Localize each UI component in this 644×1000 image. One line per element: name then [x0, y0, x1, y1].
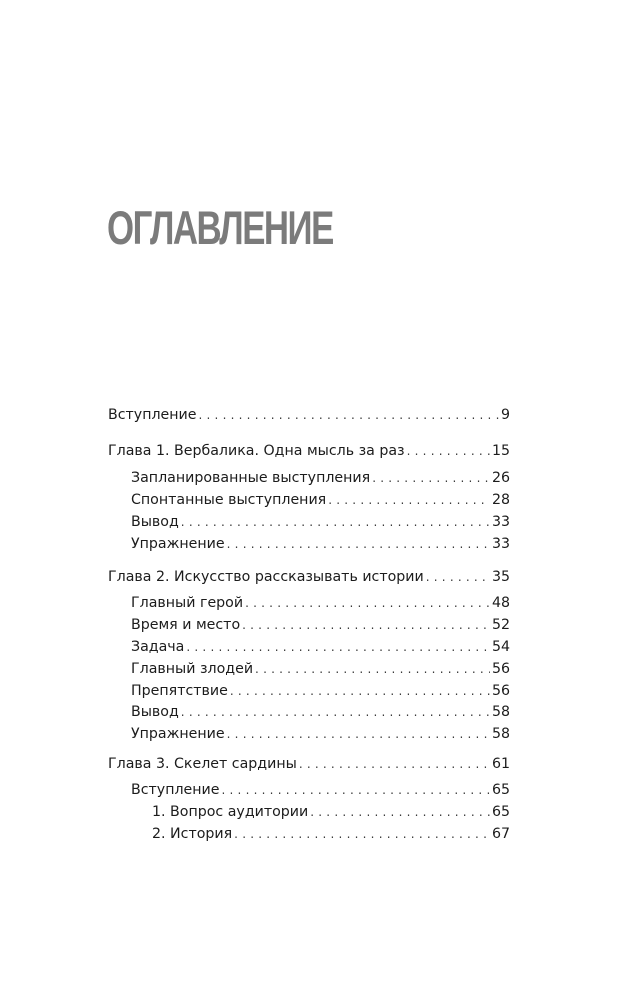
toc-entry-label: Глава 2. Искусство рассказывать истории: [108, 569, 424, 585]
toc-entry-label: Запланированные выступления: [131, 470, 371, 486]
dot-leader: [230, 680, 490, 702]
toc-entry-page: 52: [491, 617, 510, 633]
dot-leader: [407, 440, 490, 462]
toc-entry-planned-speeches[interactable]: [131, 467, 510, 489]
dot-leader: [245, 592, 490, 614]
toc-entry-label: 1. Вопрос аудитории: [152, 804, 309, 820]
toc-entry-page: 26: [491, 470, 510, 486]
toc-entry-page: 67: [491, 826, 510, 842]
toc-entry-label: Глава 3. Скелет сардины: [108, 756, 297, 772]
toc-entry-page: 15: [491, 443, 510, 459]
toc-entry-page: 58: [491, 726, 510, 742]
toc-entry-label: Вывод: [131, 514, 179, 530]
toc-entry-label: Спонтанные выступления: [131, 492, 327, 508]
toc-entry-page: 56: [491, 683, 510, 699]
toc-entry-label: Глава 1. Вербалика. Одна мысль за раз: [108, 443, 405, 459]
dot-leader: [227, 723, 490, 745]
toc-entry-chapter-2[interactable]: [108, 566, 510, 588]
toc-entry-obstacle[interactable]: [131, 680, 510, 702]
toc-entry-label: Упражнение: [131, 726, 225, 742]
dot-leader: [186, 636, 490, 658]
toc-entry-label: Главный герой: [131, 595, 244, 611]
toc-entry-label: Задача: [131, 639, 185, 655]
toc-entry-page: 28: [491, 492, 510, 508]
toc-entry-page: 61: [491, 756, 510, 772]
toc-entry-label: Вступление: [131, 782, 220, 798]
toc-entry-story[interactable]: [152, 823, 510, 845]
dot-leader: [234, 823, 490, 845]
toc-entry-task[interactable]: [131, 636, 510, 658]
toc-entry-page: 35: [491, 569, 510, 585]
toc-entry-label: Препятствие: [131, 683, 228, 699]
dot-leader: [181, 511, 490, 533]
toc-entry-label: Вступление: [108, 407, 197, 423]
toc-entry-page: 48: [491, 595, 510, 611]
toc-entry-main-hero[interactable]: [131, 592, 510, 614]
toc-entry-chapter-3-introduction[interactable]: [131, 779, 510, 801]
dot-leader: [426, 566, 490, 588]
dot-leader: [227, 533, 490, 555]
toc-entry-chapter-3[interactable]: [108, 753, 510, 775]
dot-leader: [199, 404, 499, 426]
dot-leader: [328, 489, 490, 511]
toc-entry-spontaneous-speeches[interactable]: [131, 489, 510, 511]
dot-leader: [310, 801, 490, 823]
toc-entry-label: Главный злодей: [131, 661, 254, 677]
toc-entry-page: 58: [491, 704, 510, 720]
toc-entry-time-and-place[interactable]: [131, 614, 510, 636]
toc-entry-label: Время и место: [131, 617, 241, 633]
toc-entry-introduction[interactable]: [108, 404, 510, 426]
toc-entry-label: 2. История: [152, 826, 233, 842]
page-title: ОГЛАВЛЕНИЕ: [107, 201, 333, 254]
toc-entry-page: 65: [491, 804, 510, 820]
toc-entry-page: 54: [491, 639, 510, 655]
toc-entry-label: Вывод: [131, 704, 179, 720]
toc-entry-page: 56: [491, 661, 510, 677]
dot-leader: [372, 467, 490, 489]
toc-entry-page: 33: [491, 514, 510, 530]
toc-entry-page: 9: [500, 407, 510, 423]
dot-leader: [222, 779, 490, 801]
dot-leader: [181, 701, 490, 723]
toc-entry-label: Упражнение: [131, 536, 225, 552]
toc-entry-conclusion-2[interactable]: [131, 701, 510, 723]
toc-entry-exercise-1[interactable]: [131, 533, 510, 555]
toc-entry-page: 65: [491, 782, 510, 798]
toc-entry-main-villain[interactable]: [131, 658, 510, 680]
toc-entry-chapter-1[interactable]: [108, 440, 510, 462]
dot-leader: [242, 614, 490, 636]
toc-entry-conclusion-1[interactable]: [131, 511, 510, 533]
toc-entry-exercise-2[interactable]: [131, 723, 510, 745]
toc-entry-page: 33: [491, 536, 510, 552]
dot-leader: [299, 753, 490, 775]
toc-entry-audience-question[interactable]: [152, 801, 510, 823]
dot-leader: [255, 658, 490, 680]
